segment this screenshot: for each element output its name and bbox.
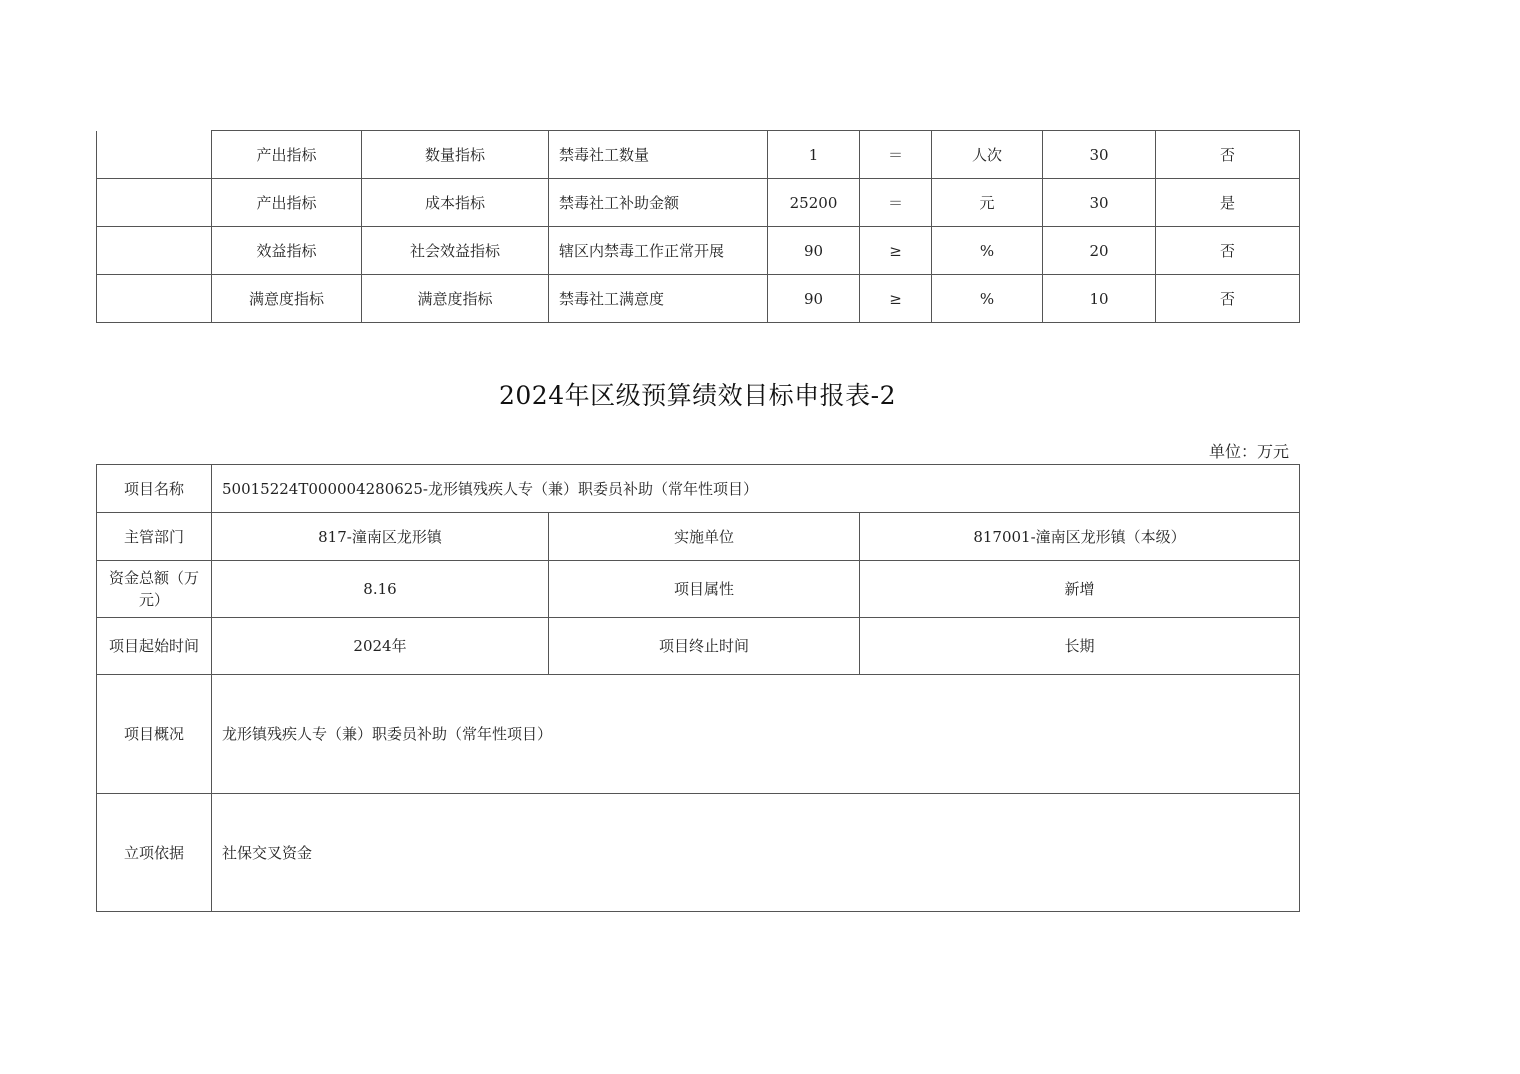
indicator-value-cell: 25200	[768, 179, 860, 227]
indicator-table	[96, 130, 1300, 323]
indicator-weight-cell: 10	[1043, 275, 1156, 323]
attr-label: 项目属性	[549, 561, 860, 618]
blank-cell	[97, 275, 212, 323]
indicator-name-cell: 辖区内禁毒工作正常开展	[549, 227, 768, 275]
fund-label: 资金总额（万元）	[97, 561, 212, 618]
indicator-core-cell: 否	[1156, 131, 1300, 179]
indicator-core-cell: 否	[1156, 275, 1300, 323]
overview-value: 龙形镇残疾人专（兼）职委员补助（常年性项目）	[212, 675, 1300, 794]
indicator-weight-cell: 30	[1043, 179, 1156, 227]
indicator-op-cell: ＝	[860, 179, 932, 227]
table-row	[97, 513, 1300, 561]
impl-value: 817001-潼南区龙形镇（本级）	[860, 513, 1300, 561]
indicator-row	[97, 179, 1300, 227]
table-row	[97, 561, 1300, 618]
indicator-level2-cell: 成本指标	[362, 179, 549, 227]
end-value: 长期	[860, 618, 1300, 675]
indicator-name-cell: 禁毒社工补助金额	[549, 179, 768, 227]
indicator-level1-cell: 产出指标	[212, 179, 362, 227]
indicator-unit-cell: 元	[932, 179, 1043, 227]
indicator-level2-cell: 满意度指标	[362, 275, 549, 323]
basis-label: 立项依据	[97, 794, 212, 912]
indicator-value-cell: 90	[768, 275, 860, 323]
indicator-core-cell: 否	[1156, 227, 1300, 275]
indicator-value-cell: 1	[768, 131, 860, 179]
indicator-level2-cell: 社会效益指标	[362, 227, 549, 275]
project-table	[96, 464, 1300, 912]
indicator-unit-cell: %	[932, 275, 1043, 323]
indicator-row	[97, 131, 1300, 179]
fund-value: 8.16	[212, 561, 549, 618]
indicator-name-cell: 禁毒社工数量	[549, 131, 768, 179]
indicator-name-cell: 禁毒社工满意度	[549, 275, 768, 323]
dept-label: 主管部门	[97, 513, 212, 561]
indicator-level1-cell: 效益指标	[212, 227, 362, 275]
project-name-value: 50015224T000004280625-龙形镇残疾人专（兼）职委员补助（常年性项目）	[212, 465, 1300, 513]
indicator-op-cell: ≥	[860, 227, 932, 275]
indicator-level1-cell: 产出指标	[212, 131, 362, 179]
table-row	[97, 618, 1300, 675]
indicator-unit-cell: %	[932, 227, 1043, 275]
basis-value: 社保交叉资金	[212, 794, 1300, 912]
indicator-level1-cell: 满意度指标	[212, 275, 362, 323]
blank-cell	[97, 179, 212, 227]
project-name-label: 项目名称	[97, 465, 212, 513]
attr-value: 新增	[860, 561, 1300, 618]
impl-label: 实施单位	[549, 513, 860, 561]
start-label: 项目起始时间	[97, 618, 212, 675]
indicator-core-cell: 是	[1156, 179, 1300, 227]
indicator-value-cell: 90	[768, 227, 860, 275]
overview-label: 项目概况	[97, 675, 212, 794]
indicator-row	[97, 275, 1300, 323]
start-value: 2024年	[212, 618, 549, 675]
indicator-op-cell: ＝	[860, 131, 932, 179]
dept-value: 817-潼南区龙形镇	[212, 513, 549, 561]
indicator-row	[97, 227, 1300, 275]
end-label: 项目终止时间	[549, 618, 860, 675]
table-row	[97, 794, 1300, 912]
unit-label: 单位：万元	[1208, 442, 1289, 461]
indicator-level2-cell: 数量指标	[362, 131, 549, 179]
indicator-op-cell: ≥	[860, 275, 932, 323]
indicator-unit-cell: 人次	[932, 131, 1043, 179]
form-title: 2024年区级预算绩效目标申报表-2	[499, 381, 896, 410]
table-row	[97, 465, 1300, 513]
indicator-weight-cell: 20	[1043, 227, 1156, 275]
blank-cell	[97, 227, 212, 275]
indicator-weight-cell: 30	[1043, 131, 1156, 179]
blank-cell	[97, 131, 212, 179]
table-row	[97, 675, 1300, 794]
